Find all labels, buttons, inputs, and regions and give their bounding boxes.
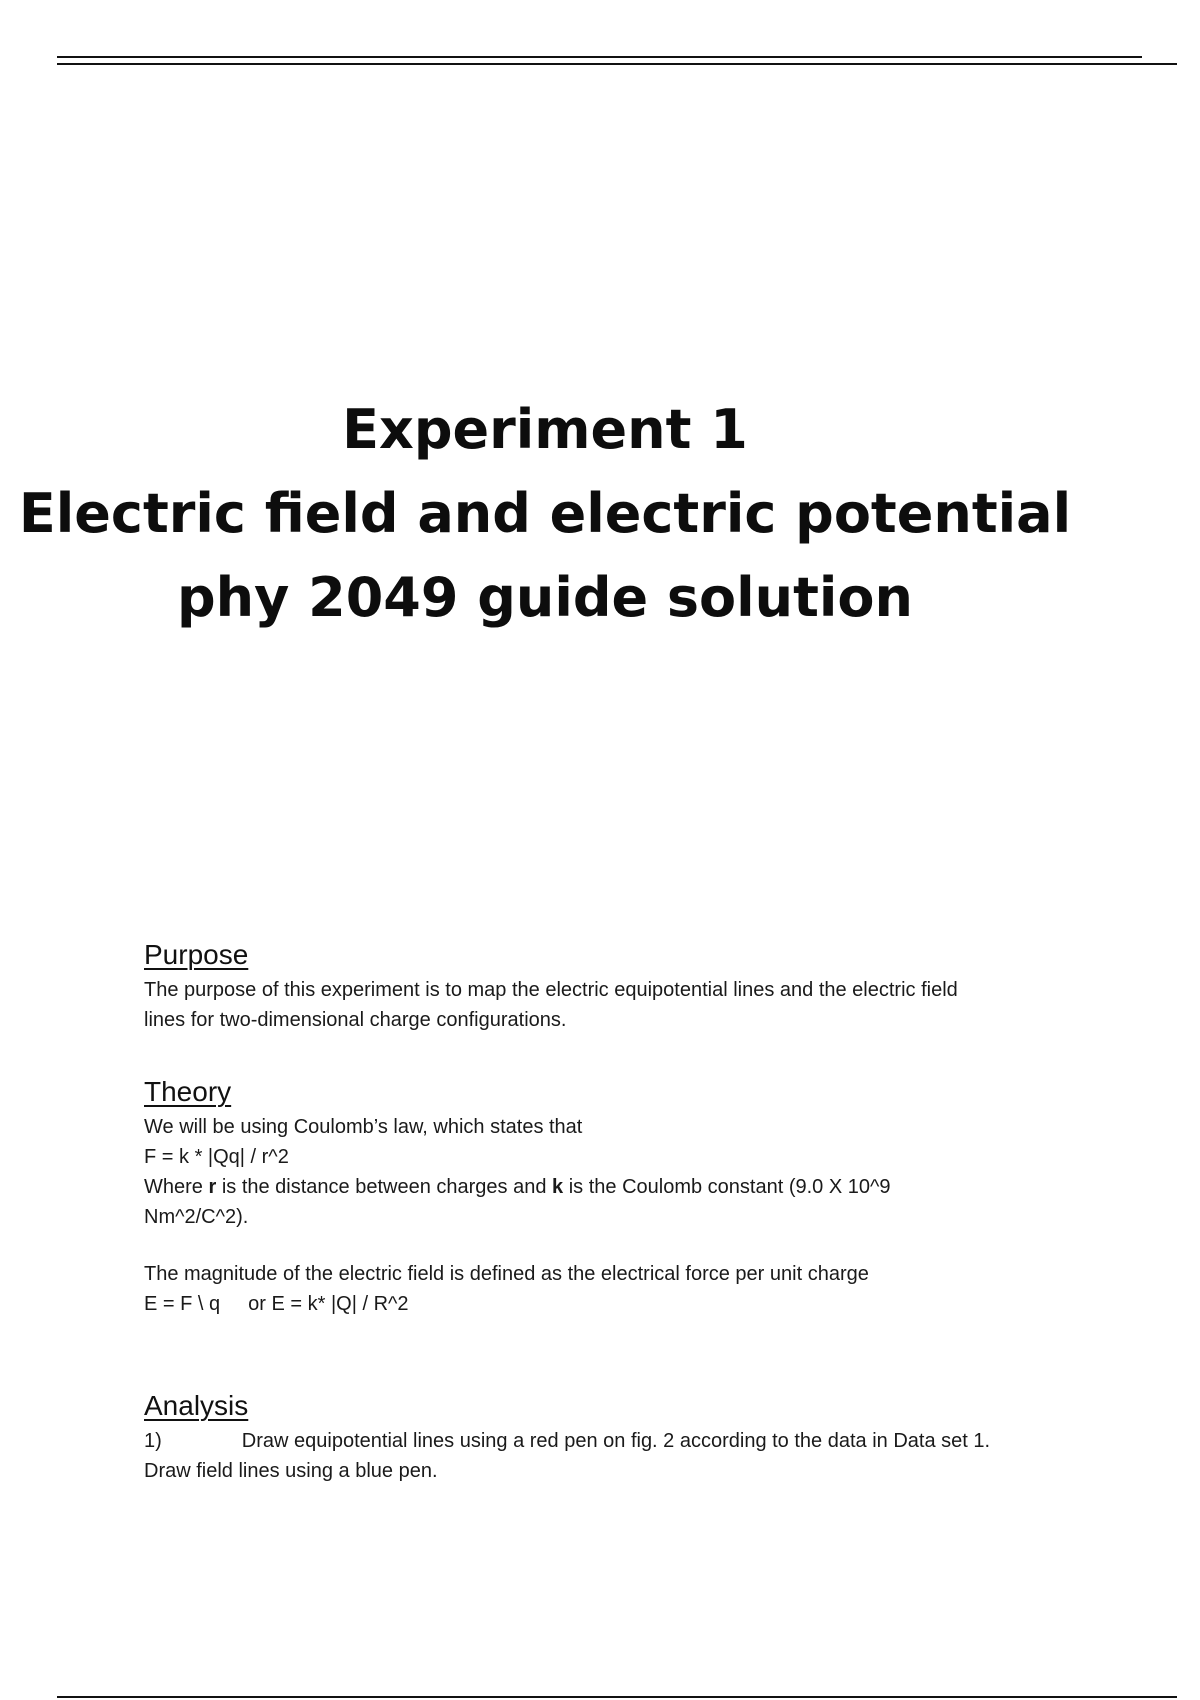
variable-k: k — [552, 1176, 564, 1198]
analysis-item-1 — [144, 1426, 1084, 1456]
variable-r: r — [208, 1176, 217, 1198]
analysis-item-1-line-2: Draw field lines using a blue pen. — [144, 1460, 438, 1482]
theory-heading: Theory — [144, 1076, 232, 1107]
field-definition: The magnitude of the electric field is defined as the electrical force per unit charge — [144, 1263, 869, 1285]
where-text-2: is the distance between charges and — [216, 1176, 553, 1198]
analysis-section — [144, 1389, 1084, 1486]
purpose-heading: Purpose — [144, 939, 249, 970]
purpose-text-line-2: lines for two-dimensional charge configurations. — [144, 1009, 567, 1031]
header-rule-lower — [57, 63, 1177, 65]
coulomb-units: Nm^2/C^2). — [144, 1206, 249, 1228]
variable-definitions — [144, 1172, 1084, 1202]
purpose-text-line-1: The purpose of this experiment is to map the electric equipotential lines and the electric field — [144, 979, 958, 1001]
title-line-2: Electric field and electric potential — [18, 482, 1072, 545]
title-line-1: Experiment 1 — [342, 398, 748, 461]
analysis-heading: Analysis — [144, 1390, 249, 1421]
field-formula-a: E = F \ q — [144, 1293, 221, 1315]
purpose-section — [144, 938, 1084, 1035]
document-title — [0, 388, 1090, 640]
theory-intro: We will be using Coulomb’s law, which states that — [144, 1116, 583, 1138]
where-text-1: Where — [144, 1176, 209, 1198]
analysis-item-1-number: 1) — [144, 1430, 162, 1452]
coulomb-formula: F = k * |Qq| / r^2 — [144, 1146, 289, 1168]
where-text-3: is the Coulomb constant (9.0 X 10^9 — [563, 1176, 891, 1198]
analysis-item-1-text: Draw equipotential lines using a red pen on fig. 2 according to the data in Data set 1. — [241, 1430, 991, 1452]
footer-rule — [57, 1696, 1177, 1698]
field-formula — [144, 1289, 1084, 1319]
header-rule-upper — [57, 56, 1142, 58]
title-line-3: phy 2049 guide solution — [177, 566, 913, 629]
field-formula-b: or E = k* |Q| / R^2 — [248, 1293, 409, 1315]
theory-section — [144, 1075, 1084, 1319]
